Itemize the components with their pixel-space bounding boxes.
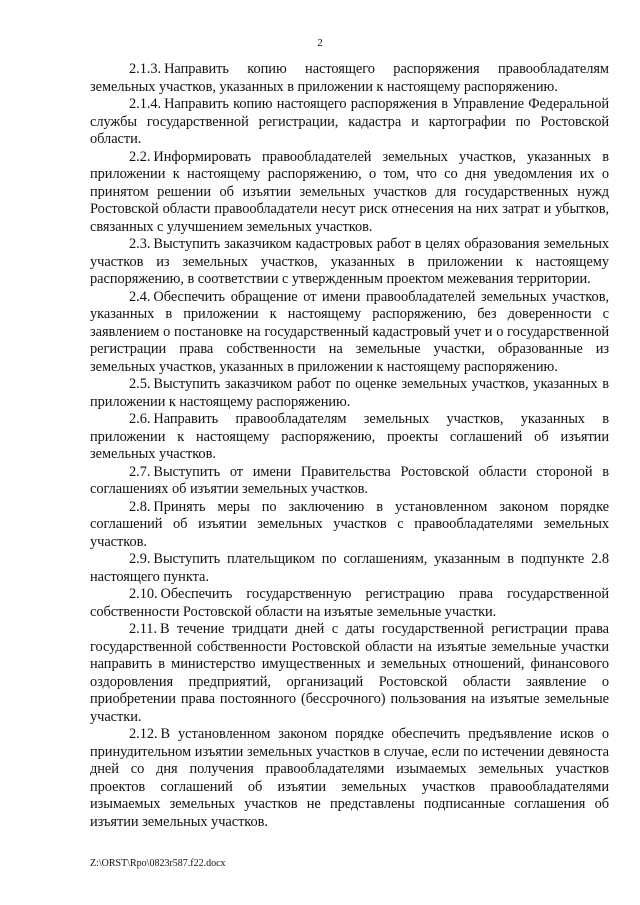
paragraph-text: Выступить заказчиком работ по оценке земельных участков, указанных в приложении к настоящему распоряжению. xyxy=(90,376,609,410)
paragraph-number: 2.10. xyxy=(129,586,158,602)
paragraph-number: 2.12. xyxy=(129,726,158,742)
paragraph-text: Выступить плательщиком по соглашениям, указанным в подпункте 2.8 настоящего пункта. xyxy=(90,551,609,585)
file-path-footer: Z:\ORST\Rpo\0823r587.f22.docx xyxy=(90,858,226,869)
paragraph-2-1-3 xyxy=(90,61,609,96)
paragraph-number: 2.9. xyxy=(129,551,151,567)
paragraph-2-11 xyxy=(90,621,609,726)
document-body xyxy=(90,61,609,831)
paragraph-2-7 xyxy=(90,464,609,499)
paragraph-number: 2.1.4. xyxy=(129,96,162,112)
paragraph-2-12 xyxy=(90,726,609,831)
paragraph-2-8 xyxy=(90,499,609,552)
paragraph-number: 2.11. xyxy=(129,621,157,637)
paragraph-number: 2.1.3. xyxy=(129,61,162,77)
paragraph-text: Обеспечить государственную регистрацию права государственной собственности Ростовской области на изъятые земельные участки. xyxy=(90,586,609,620)
paragraph-text: Направить копию настоящего распоряжения правообладателям земельных участков, указанных в приложении к настоящему распоряжению. xyxy=(90,61,609,95)
paragraph-2-4 xyxy=(90,289,609,377)
paragraph-2-10 xyxy=(90,586,609,621)
paragraph-2-9 xyxy=(90,551,609,586)
paragraph-2-2 xyxy=(90,149,609,237)
paragraph-text: Выступить от имени Правительства Ростовской области стороной в соглашениях об изъятии земельных участков. xyxy=(90,463,609,497)
paragraph-number: 2.7. xyxy=(129,463,151,480)
paragraph-number: 2.8. xyxy=(129,498,151,515)
paragraph-number: 2.4. xyxy=(129,288,151,305)
paragraph-2-5 xyxy=(90,376,609,411)
page-number: 2 xyxy=(317,37,323,49)
paragraph-number: 2.3. xyxy=(129,236,151,252)
paragraph-2-1-4 xyxy=(90,96,609,149)
paragraph-2-6 xyxy=(90,411,609,464)
paragraph-text: Направить правообладателям земельных участков, указанных в приложении к настоящему распоряжению, проекты соглашений об изъятии земельных участков. xyxy=(90,411,609,462)
paragraph-number: 2.5. xyxy=(129,376,151,392)
paragraph-text: В течение тридцати дней с даты государственной регистрации права государственной собственности Ростовской области на изъятые земельные участки направить в министерство имущественных и земельных отношений, финансового оздоровления предприятий, организаций Ростовской области заявление о приобретении права постоянного (бессрочного) пользования на изъятые земельные участки. xyxy=(90,621,609,725)
paragraph-text: Выступить заказчиком кадастровых работ в целях образования земельных участков из земельных участков, указанных в приложении к настоящему распоряжению, в соответствии с утвержденным проектом межевания территории. xyxy=(90,236,609,287)
paragraph-text: В установленном законом порядке обеспечить предъявление исков о принудительном изъятии земельных участков в случае, если по истечении девяноста дней со дня получения правообладателями изымаемых земельных участков проектов соглашений об изъятии земельных участков правообладателями изымаемых земельных участков не представлены подписанные соглашения об изъятии земельных участков. xyxy=(90,726,609,830)
paragraph-2-3 xyxy=(90,236,609,289)
paragraph-number: 2.2. xyxy=(129,148,151,165)
paragraph-number: 2.6. xyxy=(129,411,151,427)
paragraph-text: Обеспечить обращение от имени правообладателей земельных участков, указанных в приложении к настоящему распоряжению, без доверенности с заявлением о постановке на государственный кадастровый учет и о государственной регистрации права собственности на земельные участки, образованные из земельных участков, указанных в приложении к настоящему распоряжению. xyxy=(90,288,609,375)
paragraph-text: Информировать правообладателей земельных участков, указанных в приложении к настоящему распоряжению, о том, что со дня уведомления их о принятом решении об изъятии земельных участков для государственных нужд Ростовской области правообладатели несут риск отнесения на них затрат и убытков, связанных с улучшением земельных участков. xyxy=(90,148,609,235)
paragraph-text: Направить копию настоящего распоряжения в Управление Федеральной службы государственной регистрации, кадастра и картографии по Ростовской области. xyxy=(90,96,609,147)
paragraph-text: Принять меры по заключению в установленном законом порядке соглашений об изъятии земельных участков с правообладателями земельных участков. xyxy=(90,498,609,550)
